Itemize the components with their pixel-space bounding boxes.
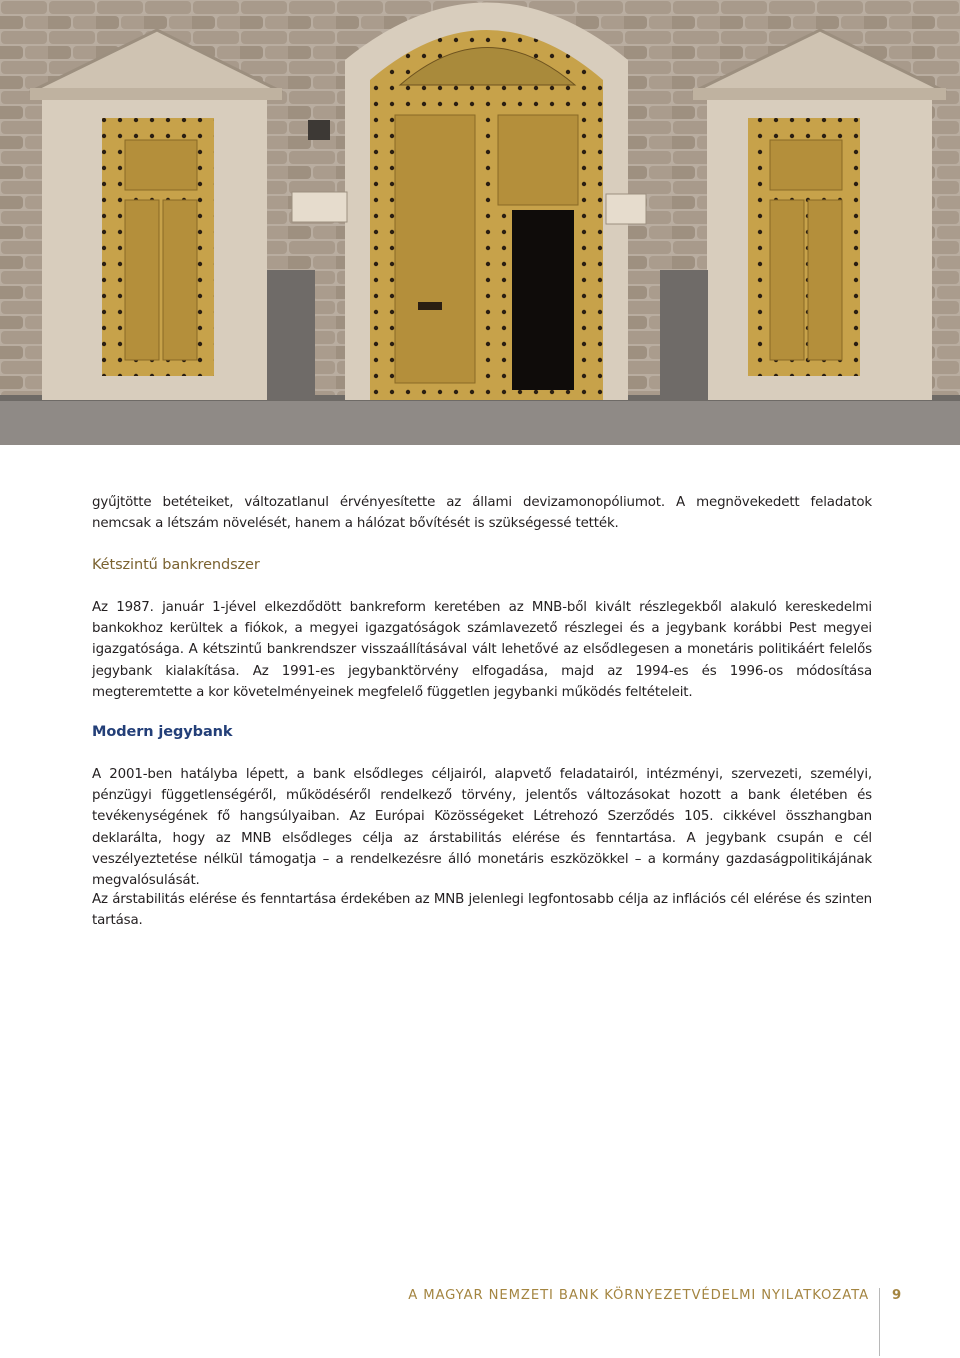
building-entrance-photo bbox=[0, 0, 960, 445]
footer-title: A MAGYAR NEMZETI BANK KÖRNYEZETVÉDELMI NYILATKOZATA bbox=[408, 1288, 869, 1303]
heading-two-tier-banking: Kétszintű bankrendszer bbox=[92, 557, 260, 573]
footer-divider bbox=[879, 1288, 880, 1356]
modern-paragraph-2: Az árstabilitás elérése és fenntartása érdekében az MNB jelenlegi legfontosabb célja az inflációs cél elérése és szinten tartása. bbox=[92, 892, 872, 929]
modern-paragraph-1: A 2001-ben hatályba lépett, a bank elsődleges céljairól, alapvető feladatairól, intézményi, szervezeti, személyi, pénzügyi függetlenségéről, működéséről rendelkező törvény, jelentős változásokat hozott a bank életében és tevékenységének fő hangsúlyaiban. Az Európai Közösségeket Létrehozó Szerződés 105. cikkével összhangban deklarálta, hogy az MNB elsődleges célja az árstabilitás elérése és fenntartása. A jegybank csupán e cél veszélyeztetése nélkül támogatja – a rendelkezésre álló monetáris eszközökkel – a kormány gazdaságpolitikájának megvalósulását. bbox=[92, 767, 872, 889]
page-number: 9 bbox=[892, 1288, 902, 1303]
intro-paragraph: gyűjtötte betéteiket, változatlanul érvényesítette az állami devizamonopóliumot. A megnövekedett feladatok nemcsak a létszám növelését, hanem a hálózat bővítését is szükségessé tették. bbox=[92, 495, 872, 532]
two-tier-paragraph: Az 1987. január 1-jével elkezdődött bankreform keretében az MNB-ből kivált részlegekből alakuló kereskedelmi bankokhoz kerültek a fiókok, a megyei igazgatóságok számlavezető részlegei és a jegybank korábbi Pest megyei igazgatósága. A kétszintű bankrendszer visszaállításával vált lehetővé az elsődlegesen a monetáris politikáért felelős jegybank kialakítása. Az 1991-es jegybanktörvény elfogadása, majd az 1994-es és 1996-os módosítása megteremtette a kor követelményeinek megfelelő független jegybanki működés feltételeit. bbox=[92, 600, 872, 700]
center-door bbox=[345, 3, 646, 401]
heading-modern-central-bank: Modern jegybank bbox=[92, 724, 233, 740]
intro-paragraph-block bbox=[92, 492, 872, 534]
